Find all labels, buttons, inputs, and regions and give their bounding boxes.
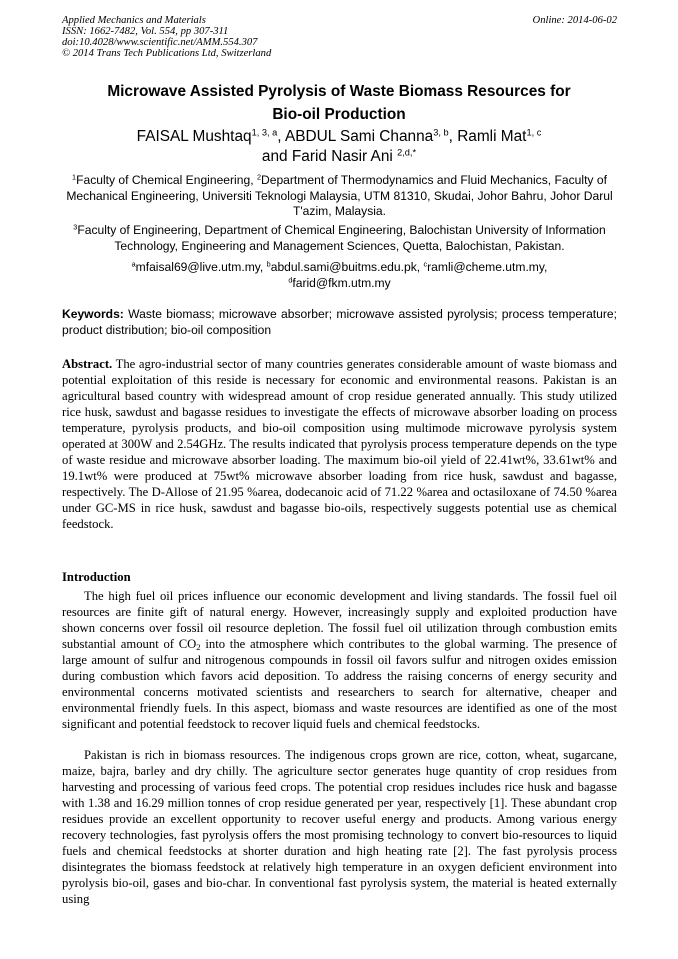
- author-affiliation-mark: 1, 3, a: [251, 127, 278, 138]
- affiliation-text: Faculty of Chemical Engineering,: [76, 173, 254, 187]
- keywords-block: [62, 307, 617, 338]
- journal-name: Applied Mechanics and Materials: [62, 15, 206, 26]
- affiliation-mark: 2: [256, 172, 261, 182]
- author-emails: [62, 260, 617, 291]
- abstract-label: Abstract.: [62, 357, 113, 371]
- intro-paragraph-2: Pakistan is rich in biomass resources. The indigenous crops grown are rice, cotton, wheat, sugarcane, maize, bajra, barley and dry chilly. The agriculture sector generates huge quantity of crop residues from harvesting and processing of various feed crops. The potential crop residues includes rice husk and bagasse with 1.38 and 16.29 million tonnes of crop residue generated per year, respectively [1]. These abundant crop residues provide an excellent opportunity to recover useful energy and products. Among various energy recovery technologies, fast pyrolysis offers the most promising technology to convert bio-resources to liquid fuels and chemical feedstocks at shorter duration and high heating rate [2]. The fast pyrolysis process disintegrates the biomass feedstock at relatively high temperature in an oxygen deficient environment into pyrolysis bio-oil, gases and bio-char. In conventional fast pyrolysis system, the material is heated externally using: [62, 748, 617, 906]
- email-address[interactable]: abdul.sami@buitms.edu.pk,: [270, 260, 421, 274]
- running-header: [62, 15, 617, 59]
- section-heading-introduction: Introduction: [62, 570, 131, 584]
- affiliation-3: [62, 223, 617, 254]
- author-affiliation-mark: 1, c: [526, 127, 542, 138]
- online-date: Online: 2014-06-02: [532, 15, 617, 26]
- email-mark: a: [131, 259, 136, 269]
- affiliation-text: Department of Thermodynamics and Fluid Mechanics, Faculty of Mechanical Engineering, Universiti Teknologi Malaysia, UTM 81310, Skudai, Johor Bahru, Johor Darul T'azim, Malaysia.: [66, 173, 613, 219]
- title-line-2: Bio-oil Production: [272, 106, 406, 123]
- keywords-text: Waste biomass; microwave absorber; microwave assisted pyrolysis; process temperature; product distribution; bio-oil composition: [62, 307, 617, 337]
- author-name: FAISAL Mushtaq: [136, 128, 252, 145]
- author-list: FAISAL Mushtaq$^{1, 3, a}$, ABDUL Sami Channa$^{3, b}$, Ramli Mat$^{1, c}$ and Farid Nasir Ani $^{2,d,*}$: [136, 127, 542, 165]
- author-affiliation-mark: 2,d,*: [397, 147, 417, 158]
- email-address[interactable]: mfaisal69@live.utm.my,: [135, 260, 264, 274]
- abstract-text: The agro-industrial sector of many countries generates considerable amount of waste biomass and potential exploitation of this reside is necessary for economic and environmental reasons. Pakistan is an agricultural based country with widespread amount of crop residue generated annually. This study utilized rice husk, sawdust and bagasse residues to investigate the effects of microwave absorber loading on process temperature, pyrolysis products, and bio-oil composition using multimode microwave pyrolysis system operated at 300W and 2.54GHz. The results indicated that pyrolysis process temperature depends on the type of waste residue and microwave absorber loading. The maximum bio-oil yield of 22.41wt%, 33.61wt% and 19.1wt% were produced at 75wt% microwave absorber loading from rice husk, sawdust and bagasse, respectively. The D-Allose of 21.95 %area, dodecanoic acid of 71.22 %area and octasiloxane of 74.50 %area under GC-MS in rice husk, sawdust and bagasse bio-oils, respectively suggests potential use as chemical feedstock.: [62, 357, 617, 531]
- affiliation-mark: 1: [72, 172, 77, 182]
- email-mark: d: [288, 275, 293, 285]
- paragraph-text: The high fuel oil prices influence our economic development and living standards. The fossil fuel oil resources are finite gift of natural energy. However, increasingly supply and exploited production have shown concerns over fossil oil resource depletion. The fossil fuel oil utilization through combustion emits substantial amount of CO: [62, 589, 617, 651]
- intro-paragraph-1: [62, 589, 617, 733]
- paper-title: [70, 80, 608, 126]
- abstract-block: [62, 357, 617, 532]
- author-name: Farid Nasir Ani: [291, 148, 393, 165]
- email-mark: c: [423, 259, 428, 269]
- author-affiliation-mark: 3, b: [433, 127, 449, 138]
- email-mark: b: [266, 259, 271, 269]
- affiliation-text: Faculty of Engineering, Department of Chemical Engineering, Balochistan University of Information Technology, Engineering and Management Sciences, Quetta, Balochistan, Pakistan.: [77, 223, 606, 253]
- author-name: ABDUL Sami Channa: [284, 128, 434, 145]
- copyright-line: © 2014 Trans Tech Publications Ltd, Switzerland: [62, 48, 272, 59]
- keywords-label: Keywords:: [62, 307, 124, 321]
- title-line-1: Microwave Assisted Pyrolysis of Waste Biomass Resources for: [107, 83, 571, 100]
- email-address[interactable]: farid@fkm.utm.my: [292, 275, 391, 290]
- issn-line: ISSN: 1662-7482, Vol. 554, pp 307-311: [62, 26, 229, 37]
- subscript: 2: [196, 642, 201, 653]
- doi-line[interactable]: doi:10.4028/www.scientific.net/AMM.554.307: [62, 37, 258, 48]
- author-conjunction: and: [261, 148, 288, 165]
- affiliation-1-2: [62, 173, 617, 220]
- author-name: Ramli Mat: [457, 128, 527, 145]
- paragraph-text: into the atmosphere which contributes to the global warming. The presence of large amount of sulfur and nitrogenous compounds in fossil oil favors sulfur and nitrogen oxides emission during combustion which favors acid deposition. To address the raising concerns of energy security and environmental concerns motivated scientists and researchers to search for alternative, cheaper and environmental friendly fuels. In this aspect, biomass and waste resources are identified as one of the most significant and potential feedstock to recover liquid fuels and chemical feedstocks.: [62, 636, 617, 731]
- affiliation-mark: 3: [73, 222, 78, 232]
- email-address[interactable]: ramli@cheme.utm.my,: [427, 260, 548, 274]
